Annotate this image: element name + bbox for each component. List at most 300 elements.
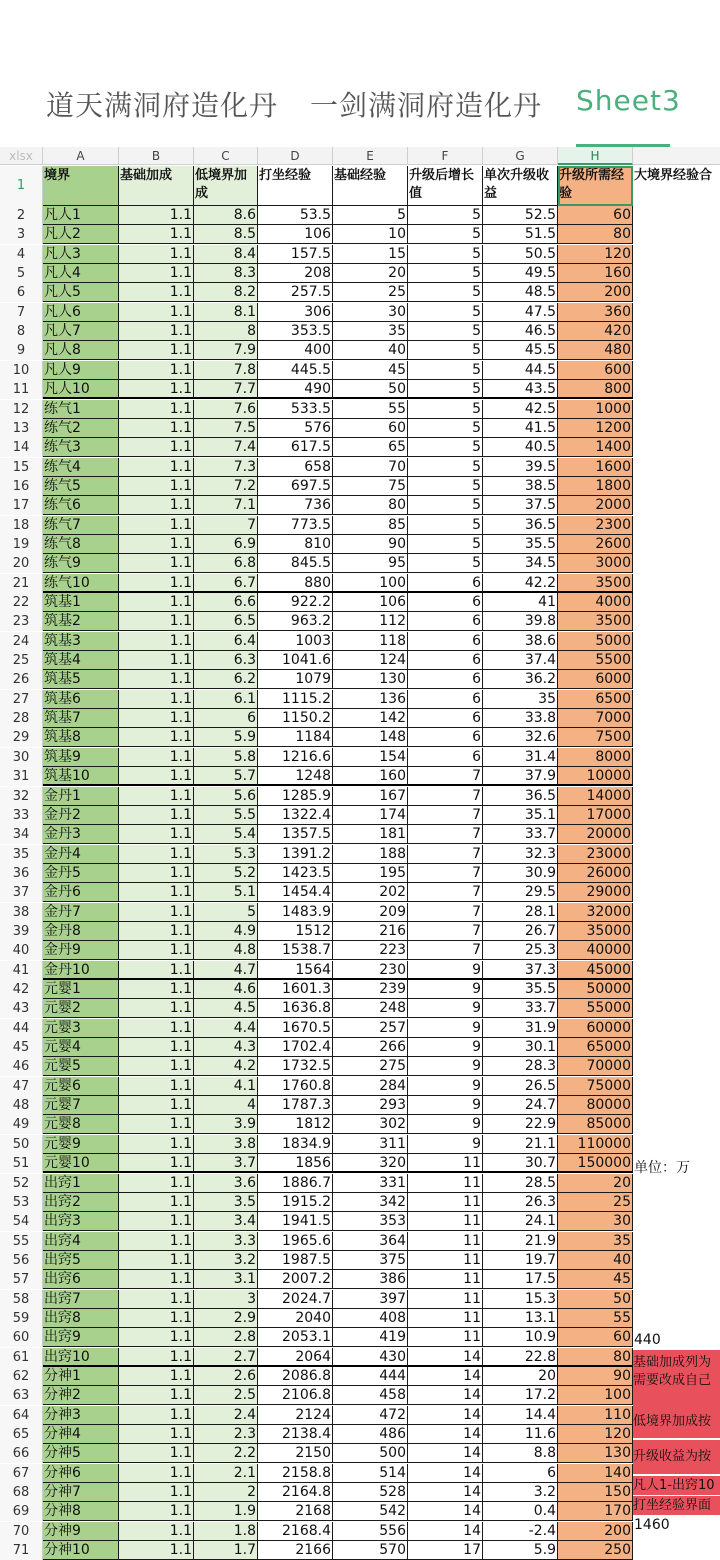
cell-growth[interactable]: 14 xyxy=(408,1502,483,1521)
cell-required-exp[interactable]: 10000 xyxy=(558,767,633,786)
header-cell-e[interactable]: 基础经验 xyxy=(333,166,408,206)
cell-base-exp[interactable]: 223 xyxy=(333,941,408,960)
cell-realm[interactable]: 出窍8 xyxy=(43,1309,119,1328)
cell-low-realm-bonus[interactable]: 3.6 xyxy=(194,1174,258,1193)
cell-low-realm-bonus[interactable]: 5.9 xyxy=(194,728,258,747)
cell-meditation-exp[interactable]: 2158.8 xyxy=(258,1464,333,1483)
row-number[interactable]: 42 xyxy=(0,980,43,999)
cell-base-bonus[interactable]: 1.1 xyxy=(119,1502,194,1521)
cell-realm[interactable]: 元婴1 xyxy=(43,980,119,999)
cell-base-exp[interactable]: 30 xyxy=(333,303,408,322)
cell-required-exp[interactable]: 5500 xyxy=(558,651,633,670)
cell-low-realm-bonus[interactable]: 4.4 xyxy=(194,1019,258,1038)
cell-low-realm-bonus[interactable]: 7.3 xyxy=(194,458,258,477)
cell-realm[interactable]: 元婴4 xyxy=(43,1038,119,1057)
cell-base-bonus[interactable]: 1.1 xyxy=(119,748,194,767)
row-number[interactable]: 58 xyxy=(0,1290,43,1309)
cell-base-exp[interactable]: 353 xyxy=(333,1212,408,1231)
cell-low-realm-bonus[interactable]: 6.3 xyxy=(194,651,258,670)
row-number[interactable]: 46 xyxy=(0,1057,43,1076)
cell-low-realm-bonus[interactable]: 2.9 xyxy=(194,1309,258,1328)
cell-required-exp[interactable]: 110 xyxy=(558,1406,633,1425)
row-number[interactable]: 51 xyxy=(0,1154,43,1173)
cell-low-realm-bonus[interactable]: 2.7 xyxy=(194,1348,258,1367)
cell-realm[interactable]: 出窍6 xyxy=(43,1270,119,1289)
row-number[interactable]: 55 xyxy=(0,1232,43,1251)
cell-meditation-exp[interactable]: 1856 xyxy=(258,1154,333,1173)
cell-realm[interactable]: 分神6 xyxy=(43,1464,119,1483)
cell-growth[interactable]: 11 xyxy=(408,1193,483,1212)
row-number[interactable]: 45 xyxy=(0,1038,43,1057)
cell-meditation-exp[interactable]: 880 xyxy=(258,574,333,593)
cell-growth[interactable]: 5 xyxy=(408,477,483,496)
cell-base-exp[interactable]: 181 xyxy=(333,825,408,844)
cell-base-exp[interactable]: 364 xyxy=(333,1232,408,1251)
cell-base-exp[interactable]: 167 xyxy=(333,787,408,806)
cell-base-bonus[interactable]: 1.1 xyxy=(119,1483,194,1502)
cell-base-exp[interactable]: 444 xyxy=(333,1367,408,1386)
cell-base-exp[interactable]: 100 xyxy=(333,574,408,593)
red-note-2[interactable]: 低境界加成按 xyxy=(633,1406,720,1438)
sheet-tab-3[interactable]: Sheet3 xyxy=(576,84,681,117)
cell-base-exp[interactable]: 118 xyxy=(333,632,408,651)
cell-meditation-exp[interactable]: 697.5 xyxy=(258,477,333,496)
cell-meditation-exp[interactable]: 1150.2 xyxy=(258,709,333,728)
cell-realm[interactable]: 凡人9 xyxy=(43,361,119,380)
cell-required-exp[interactable]: 23000 xyxy=(558,845,633,864)
cell-growth[interactable]: 9 xyxy=(408,1115,483,1134)
row-number[interactable]: 32 xyxy=(0,787,43,806)
cell-base-exp[interactable]: 556 xyxy=(333,1522,408,1541)
cell-realm[interactable]: 分神1 xyxy=(43,1367,119,1386)
cell-gain[interactable]: 0.4 xyxy=(483,1502,558,1521)
cell-realm[interactable]: 金丹5 xyxy=(43,864,119,883)
cell-meditation-exp[interactable]: 2064 xyxy=(258,1348,333,1367)
row-number[interactable]: 40 xyxy=(0,941,43,960)
cell-low-realm-bonus[interactable]: 5.7 xyxy=(194,767,258,786)
cell-realm[interactable]: 筑基3 xyxy=(43,632,119,651)
cell-required-exp[interactable]: 55 xyxy=(558,1309,633,1328)
row-number[interactable]: 37 xyxy=(0,883,43,902)
cell-low-realm-bonus[interactable]: 4 xyxy=(194,1096,258,1115)
cell-base-exp[interactable]: 570 xyxy=(333,1541,408,1560)
cell-gain[interactable]: 3.2 xyxy=(483,1483,558,1502)
cell-base-bonus[interactable]: 1.1 xyxy=(119,380,194,399)
cell-growth[interactable]: 6 xyxy=(408,651,483,670)
cell-low-realm-bonus[interactable]: 5.1 xyxy=(194,883,258,902)
cell-growth[interactable]: 7 xyxy=(408,787,483,806)
cell-base-bonus[interactable]: 1.1 xyxy=(119,1270,194,1289)
cell-required-exp[interactable]: 25 xyxy=(558,1193,633,1212)
cell-low-realm-bonus[interactable]: 4.9 xyxy=(194,922,258,941)
cell-base-exp[interactable]: 542 xyxy=(333,1502,408,1521)
cell-base-exp[interactable]: 188 xyxy=(333,845,408,864)
cell-meditation-exp[interactable]: 1423.5 xyxy=(258,864,333,883)
cell-required-exp[interactable]: 65000 xyxy=(558,1038,633,1057)
cell-gain[interactable]: 34.5 xyxy=(483,554,558,573)
cell-gain[interactable]: 49.5 xyxy=(483,264,558,283)
cell-base-exp[interactable]: 239 xyxy=(333,980,408,999)
cell-growth[interactable]: 11 xyxy=(408,1251,483,1270)
row-number[interactable]: 21 xyxy=(0,574,43,593)
cell-growth[interactable]: 6 xyxy=(408,728,483,747)
cell-meditation-exp[interactable]: 1454.4 xyxy=(258,883,333,902)
cell-realm[interactable]: 练气3 xyxy=(43,438,119,457)
row-number[interactable]: 53 xyxy=(0,1193,43,1212)
cell-gain[interactable]: 21.9 xyxy=(483,1232,558,1251)
cell-required-exp[interactable]: 160 xyxy=(558,264,633,283)
cell-meditation-exp[interactable]: 1003 xyxy=(258,632,333,651)
cell-low-realm-bonus[interactable]: 4.2 xyxy=(194,1057,258,1076)
cell-required-exp[interactable]: 120 xyxy=(558,1425,633,1444)
cell-growth[interactable]: 9 xyxy=(408,1096,483,1115)
cell-gain[interactable]: 36.5 xyxy=(483,787,558,806)
cell-meditation-exp[interactable]: 1941.5 xyxy=(258,1212,333,1231)
cell-meditation-exp[interactable]: 773.5 xyxy=(258,516,333,535)
cell-low-realm-bonus[interactable]: 4.8 xyxy=(194,941,258,960)
cell-required-exp[interactable]: 50 xyxy=(558,1290,633,1309)
cell-growth[interactable]: 5 xyxy=(408,380,483,399)
cell-base-exp[interactable]: 60 xyxy=(333,419,408,438)
col-header-g[interactable]: G xyxy=(483,147,558,165)
cell-required-exp[interactable]: 17000 xyxy=(558,806,633,825)
cell-base-bonus[interactable]: 1.1 xyxy=(119,1541,194,1560)
cell-realm[interactable]: 分神3 xyxy=(43,1406,119,1425)
cell-required-exp[interactable]: 7000 xyxy=(558,709,633,728)
row-number[interactable]: 67 xyxy=(0,1464,43,1483)
cell-base-exp[interactable]: 160 xyxy=(333,767,408,786)
cell-required-exp[interactable]: 7500 xyxy=(558,728,633,747)
cell-gain[interactable]: 33.7 xyxy=(483,999,558,1018)
cell-required-exp[interactable]: 250 xyxy=(558,1541,633,1560)
cell-realm[interactable]: 练气8 xyxy=(43,535,119,554)
red-note-5[interactable]: 打坐经验界面 xyxy=(633,1496,720,1515)
cell-base-exp[interactable]: 90 xyxy=(333,535,408,554)
cell-base-bonus[interactable]: 1.1 xyxy=(119,516,194,535)
cell-growth[interactable]: 5 xyxy=(408,438,483,457)
cell-realm[interactable]: 元婴6 xyxy=(43,1077,119,1096)
cell-base-exp[interactable]: 257 xyxy=(333,1019,408,1038)
cell-low-realm-bonus[interactable]: 5 xyxy=(194,903,258,922)
cell-low-realm-bonus[interactable]: 7.2 xyxy=(194,477,258,496)
cell-realm[interactable]: 出窍1 xyxy=(43,1174,119,1193)
cell-base-exp[interactable]: 500 xyxy=(333,1444,408,1463)
sheet-tab-1[interactable]: 道天满洞府造化丹 xyxy=(46,89,279,122)
cell-growth[interactable]: 5 xyxy=(408,419,483,438)
cell-required-exp[interactable]: 3500 xyxy=(558,574,633,593)
cell-meditation-exp[interactable]: 1834.9 xyxy=(258,1135,333,1154)
cell-base-bonus[interactable]: 1.1 xyxy=(119,883,194,902)
cell-required-exp[interactable]: 4000 xyxy=(558,593,633,612)
cell-realm[interactable]: 分神5 xyxy=(43,1444,119,1463)
cell-growth[interactable]: 11 xyxy=(408,1328,483,1347)
cell-realm[interactable]: 凡人10 xyxy=(43,380,119,399)
row-number[interactable]: 49 xyxy=(0,1115,43,1134)
row-number[interactable]: 2 xyxy=(0,206,43,225)
row-number[interactable]: 68 xyxy=(0,1483,43,1502)
cell-gain[interactable]: 8.8 xyxy=(483,1444,558,1463)
total-note-1460[interactable]: 1460 xyxy=(634,1517,670,1533)
cell-low-realm-bonus[interactable]: 4.5 xyxy=(194,999,258,1018)
cell-low-realm-bonus[interactable]: 1.9 xyxy=(194,1502,258,1521)
cell-growth[interactable]: 5 xyxy=(408,554,483,573)
row-number[interactable]: 14 xyxy=(0,438,43,457)
cell-gain[interactable]: 29.5 xyxy=(483,883,558,902)
cell-gain[interactable]: 43.5 xyxy=(483,380,558,399)
cell-low-realm-bonus[interactable]: 8.1 xyxy=(194,303,258,322)
row-number[interactable]: 64 xyxy=(0,1406,43,1425)
cell-growth[interactable]: 14 xyxy=(408,1406,483,1425)
cell-growth[interactable]: 6 xyxy=(408,690,483,709)
cell-growth[interactable]: 14 xyxy=(408,1348,483,1367)
cell-base-exp[interactable]: 195 xyxy=(333,864,408,883)
cell-base-bonus[interactable]: 1.1 xyxy=(119,787,194,806)
cell-realm[interactable]: 分神7 xyxy=(43,1483,119,1502)
red-note-3[interactable]: 升级收益为按 xyxy=(633,1440,720,1474)
cell-required-exp[interactable]: 150 xyxy=(558,1483,633,1502)
cell-realm[interactable]: 元婴9 xyxy=(43,1135,119,1154)
cell-base-exp[interactable]: 275 xyxy=(333,1057,408,1076)
row-number[interactable]: 59 xyxy=(0,1309,43,1328)
cell-meditation-exp[interactable]: 2166 xyxy=(258,1541,333,1560)
cell-realm[interactable]: 分神10 xyxy=(43,1541,119,1560)
cell-base-exp[interactable]: 95 xyxy=(333,554,408,573)
cell-growth[interactable]: 5 xyxy=(408,400,483,419)
cell-required-exp[interactable]: 26000 xyxy=(558,864,633,883)
row-number[interactable]: 3 xyxy=(0,225,43,244)
cell-meditation-exp[interactable]: 810 xyxy=(258,535,333,554)
cell-base-bonus[interactable]: 1.1 xyxy=(119,922,194,941)
cell-realm[interactable]: 出窍5 xyxy=(43,1251,119,1270)
row-number[interactable]: 34 xyxy=(0,825,43,844)
cell-base-bonus[interactable]: 1.1 xyxy=(119,651,194,670)
row-number[interactable]: 1 xyxy=(0,166,43,206)
cell-base-bonus[interactable]: 1.1 xyxy=(119,1328,194,1347)
row-number[interactable]: 27 xyxy=(0,690,43,709)
cell-base-bonus[interactable]: 1.1 xyxy=(119,1038,194,1057)
cell-base-exp[interactable]: 130 xyxy=(333,670,408,689)
cell-meditation-exp[interactable]: 2024.7 xyxy=(258,1290,333,1309)
unit-note[interactable]: 单位：万 xyxy=(634,1160,690,1176)
cell-realm[interactable]: 分神4 xyxy=(43,1425,119,1444)
cell-low-realm-bonus[interactable]: 2.4 xyxy=(194,1406,258,1425)
cell-gain[interactable]: 17.2 xyxy=(483,1386,558,1405)
cell-required-exp[interactable]: 40 xyxy=(558,1251,633,1270)
cell-gain[interactable]: 48.5 xyxy=(483,283,558,302)
row-number[interactable]: 10 xyxy=(0,361,43,380)
cell-base-exp[interactable]: 70 xyxy=(333,458,408,477)
cell-base-exp[interactable]: 248 xyxy=(333,999,408,1018)
cell-base-bonus[interactable]: 1.1 xyxy=(119,1290,194,1309)
cell-base-bonus[interactable]: 1.1 xyxy=(119,225,194,244)
row-number[interactable]: 20 xyxy=(0,554,43,573)
cell-growth[interactable]: 11 xyxy=(408,1270,483,1289)
cell-gain[interactable]: 26.7 xyxy=(483,922,558,941)
cell-base-bonus[interactable]: 1.1 xyxy=(119,1232,194,1251)
header-cell-c[interactable]: 低境界加成 xyxy=(194,166,258,206)
cell-gain[interactable]: 24.7 xyxy=(483,1096,558,1115)
cell-base-exp[interactable]: 311 xyxy=(333,1135,408,1154)
cell-base-bonus[interactable]: 1.1 xyxy=(119,1348,194,1367)
cell-growth[interactable]: 14 xyxy=(408,1522,483,1541)
cell-gain[interactable]: 36.5 xyxy=(483,516,558,535)
cell-base-exp[interactable]: 20 xyxy=(333,264,408,283)
cell-required-exp[interactable]: 60 xyxy=(558,206,633,225)
cell-realm[interactable]: 元婴7 xyxy=(43,1096,119,1115)
cell-required-exp[interactable]: 30 xyxy=(558,1212,633,1231)
cell-base-exp[interactable]: 45 xyxy=(333,361,408,380)
cell-growth[interactable]: 9 xyxy=(408,1135,483,1154)
cell-base-exp[interactable]: 202 xyxy=(333,883,408,902)
row-number[interactable]: 41 xyxy=(0,961,43,980)
cell-low-realm-bonus[interactable]: 3.5 xyxy=(194,1193,258,1212)
cell-realm[interactable]: 凡人2 xyxy=(43,225,119,244)
cell-required-exp[interactable]: 45000 xyxy=(558,961,633,980)
cell-meditation-exp[interactable]: 353.5 xyxy=(258,322,333,341)
header-cell-g[interactable]: 单次升级收益 xyxy=(483,166,558,206)
cell-base-bonus[interactable]: 1.1 xyxy=(119,670,194,689)
cell-growth[interactable]: 11 xyxy=(408,1212,483,1231)
cell-base-exp[interactable]: 142 xyxy=(333,709,408,728)
cell-base-bonus[interactable]: 1.1 xyxy=(119,361,194,380)
cell-growth[interactable]: 7 xyxy=(408,767,483,786)
cell-required-exp[interactable]: 80 xyxy=(558,1348,633,1367)
cell-base-bonus[interactable]: 1.1 xyxy=(119,245,194,264)
row-number[interactable]: 9 xyxy=(0,341,43,360)
row-number[interactable]: 69 xyxy=(0,1502,43,1521)
cell-growth[interactable]: 7 xyxy=(408,845,483,864)
cell-growth[interactable]: 14 xyxy=(408,1483,483,1502)
cell-growth[interactable]: 9 xyxy=(408,961,483,980)
cell-gain[interactable]: 42.2 xyxy=(483,574,558,593)
cell-growth[interactable]: 14 xyxy=(408,1425,483,1444)
cell-required-exp[interactable]: 200 xyxy=(558,1522,633,1541)
cell-realm[interactable]: 凡人1 xyxy=(43,206,119,225)
cell-meditation-exp[interactable]: 400 xyxy=(258,341,333,360)
cell-meditation-exp[interactable]: 208 xyxy=(258,264,333,283)
cell-growth[interactable]: 5 xyxy=(408,516,483,535)
cell-required-exp[interactable]: 3500 xyxy=(558,612,633,631)
cell-low-realm-bonus[interactable]: 8 xyxy=(194,322,258,341)
cell-low-realm-bonus[interactable]: 2.1 xyxy=(194,1464,258,1483)
cell-low-realm-bonus[interactable]: 4.3 xyxy=(194,1038,258,1057)
cell-required-exp[interactable]: 55000 xyxy=(558,999,633,1018)
cell-meditation-exp[interactable]: 2086.8 xyxy=(258,1367,333,1386)
cell-meditation-exp[interactable]: 2053.1 xyxy=(258,1328,333,1347)
row-number[interactable]: 29 xyxy=(0,728,43,747)
cell-gain[interactable]: 44.5 xyxy=(483,361,558,380)
cell-low-realm-bonus[interactable]: 2.8 xyxy=(194,1328,258,1347)
cell-gain[interactable]: 5.9 xyxy=(483,1541,558,1560)
cell-base-exp[interactable]: 293 xyxy=(333,1096,408,1115)
cell-base-bonus[interactable]: 1.1 xyxy=(119,283,194,302)
red-note-1[interactable] xyxy=(633,1350,720,1406)
cell-gain[interactable]: 45.5 xyxy=(483,341,558,360)
cell-meditation-exp[interactable]: 576 xyxy=(258,419,333,438)
cell-meditation-exp[interactable]: 2040 xyxy=(258,1309,333,1328)
cell-required-exp[interactable]: 1000 xyxy=(558,400,633,419)
cell-gain[interactable]: 11.6 xyxy=(483,1425,558,1444)
cell-meditation-exp[interactable]: 306 xyxy=(258,303,333,322)
row-number[interactable]: 44 xyxy=(0,1019,43,1038)
row-number[interactable]: 70 xyxy=(0,1522,43,1541)
cell-gain[interactable]: -2.4 xyxy=(483,1522,558,1541)
row-number[interactable]: 66 xyxy=(0,1444,43,1463)
row-number[interactable]: 12 xyxy=(0,400,43,419)
cell-gain[interactable]: 35 xyxy=(483,690,558,709)
cell-gain[interactable]: 22.8 xyxy=(483,1348,558,1367)
cell-gain[interactable]: 31.4 xyxy=(483,748,558,767)
cell-low-realm-bonus[interactable]: 3.3 xyxy=(194,1232,258,1251)
cell-required-exp[interactable]: 800 xyxy=(558,380,633,399)
cell-growth[interactable]: 7 xyxy=(408,864,483,883)
cell-meditation-exp[interactable]: 1357.5 xyxy=(258,825,333,844)
cell-base-bonus[interactable]: 1.1 xyxy=(119,728,194,747)
cell-realm[interactable]: 金丹9 xyxy=(43,941,119,960)
cell-required-exp[interactable]: 60 xyxy=(558,1328,633,1347)
cell-realm[interactable]: 凡人7 xyxy=(43,322,119,341)
col-header-i[interactable] xyxy=(633,147,720,165)
cell-growth[interactable]: 9 xyxy=(408,1077,483,1096)
cell-low-realm-bonus[interactable]: 4.6 xyxy=(194,980,258,999)
row-number[interactable]: 22 xyxy=(0,593,43,612)
cell-gain[interactable]: 42.5 xyxy=(483,400,558,419)
cell-base-bonus[interactable]: 1.1 xyxy=(119,419,194,438)
cell-base-bonus[interactable]: 1.1 xyxy=(119,632,194,651)
cell-realm[interactable]: 金丹4 xyxy=(43,845,119,864)
cell-low-realm-bonus[interactable]: 6.6 xyxy=(194,593,258,612)
cell-realm[interactable]: 金丹6 xyxy=(43,883,119,902)
cell-gain[interactable]: 28.1 xyxy=(483,903,558,922)
cell-growth[interactable]: 5 xyxy=(408,535,483,554)
cell-meditation-exp[interactable]: 1115.2 xyxy=(258,690,333,709)
cell-required-exp[interactable]: 2000 xyxy=(558,496,633,515)
cell-growth[interactable]: 5 xyxy=(408,245,483,264)
cell-base-exp[interactable]: 386 xyxy=(333,1270,408,1289)
cell-base-bonus[interactable]: 1.1 xyxy=(119,593,194,612)
cell-meditation-exp[interactable]: 1787.3 xyxy=(258,1096,333,1115)
cell-gain[interactable]: 31.9 xyxy=(483,1019,558,1038)
cell-realm[interactable]: 出窍9 xyxy=(43,1328,119,1347)
cell-realm[interactable]: 金丹7 xyxy=(43,903,119,922)
row-number[interactable]: 4 xyxy=(0,245,43,264)
cell-realm[interactable]: 练气9 xyxy=(43,554,119,573)
cell-meditation-exp[interactable]: 2007.2 xyxy=(258,1270,333,1289)
row-number[interactable]: 48 xyxy=(0,1096,43,1115)
cell-growth[interactable]: 11 xyxy=(408,1309,483,1328)
cell-base-exp[interactable]: 40 xyxy=(333,341,408,360)
row-number[interactable]: 30 xyxy=(0,748,43,767)
cell-required-exp[interactable]: 5000 xyxy=(558,632,633,651)
cell-meditation-exp[interactable]: 1915.2 xyxy=(258,1193,333,1212)
row-number[interactable]: 61 xyxy=(0,1348,43,1367)
cell-low-realm-bonus[interactable]: 3 xyxy=(194,1290,258,1309)
cell-gain[interactable]: 52.5 xyxy=(483,206,558,225)
cell-required-exp[interactable]: 80000 xyxy=(558,1096,633,1115)
cell-realm[interactable]: 出窍10 xyxy=(43,1348,119,1367)
cell-realm[interactable]: 金丹8 xyxy=(43,922,119,941)
cell-base-bonus[interactable]: 1.1 xyxy=(119,1115,194,1134)
cell-realm[interactable]: 元婴5 xyxy=(43,1057,119,1076)
cell-realm[interactable]: 练气10 xyxy=(43,574,119,593)
sheet-tab-2[interactable]: 一剑满洞府造化丹 xyxy=(310,89,543,122)
cell-low-realm-bonus[interactable]: 2.2 xyxy=(194,1444,258,1463)
cell-base-bonus[interactable]: 1.1 xyxy=(119,1522,194,1541)
cell-required-exp[interactable]: 20000 xyxy=(558,825,633,844)
row-number[interactable]: 33 xyxy=(0,806,43,825)
cell-growth[interactable]: 6 xyxy=(408,632,483,651)
cell-required-exp[interactable]: 75000 xyxy=(558,1077,633,1096)
